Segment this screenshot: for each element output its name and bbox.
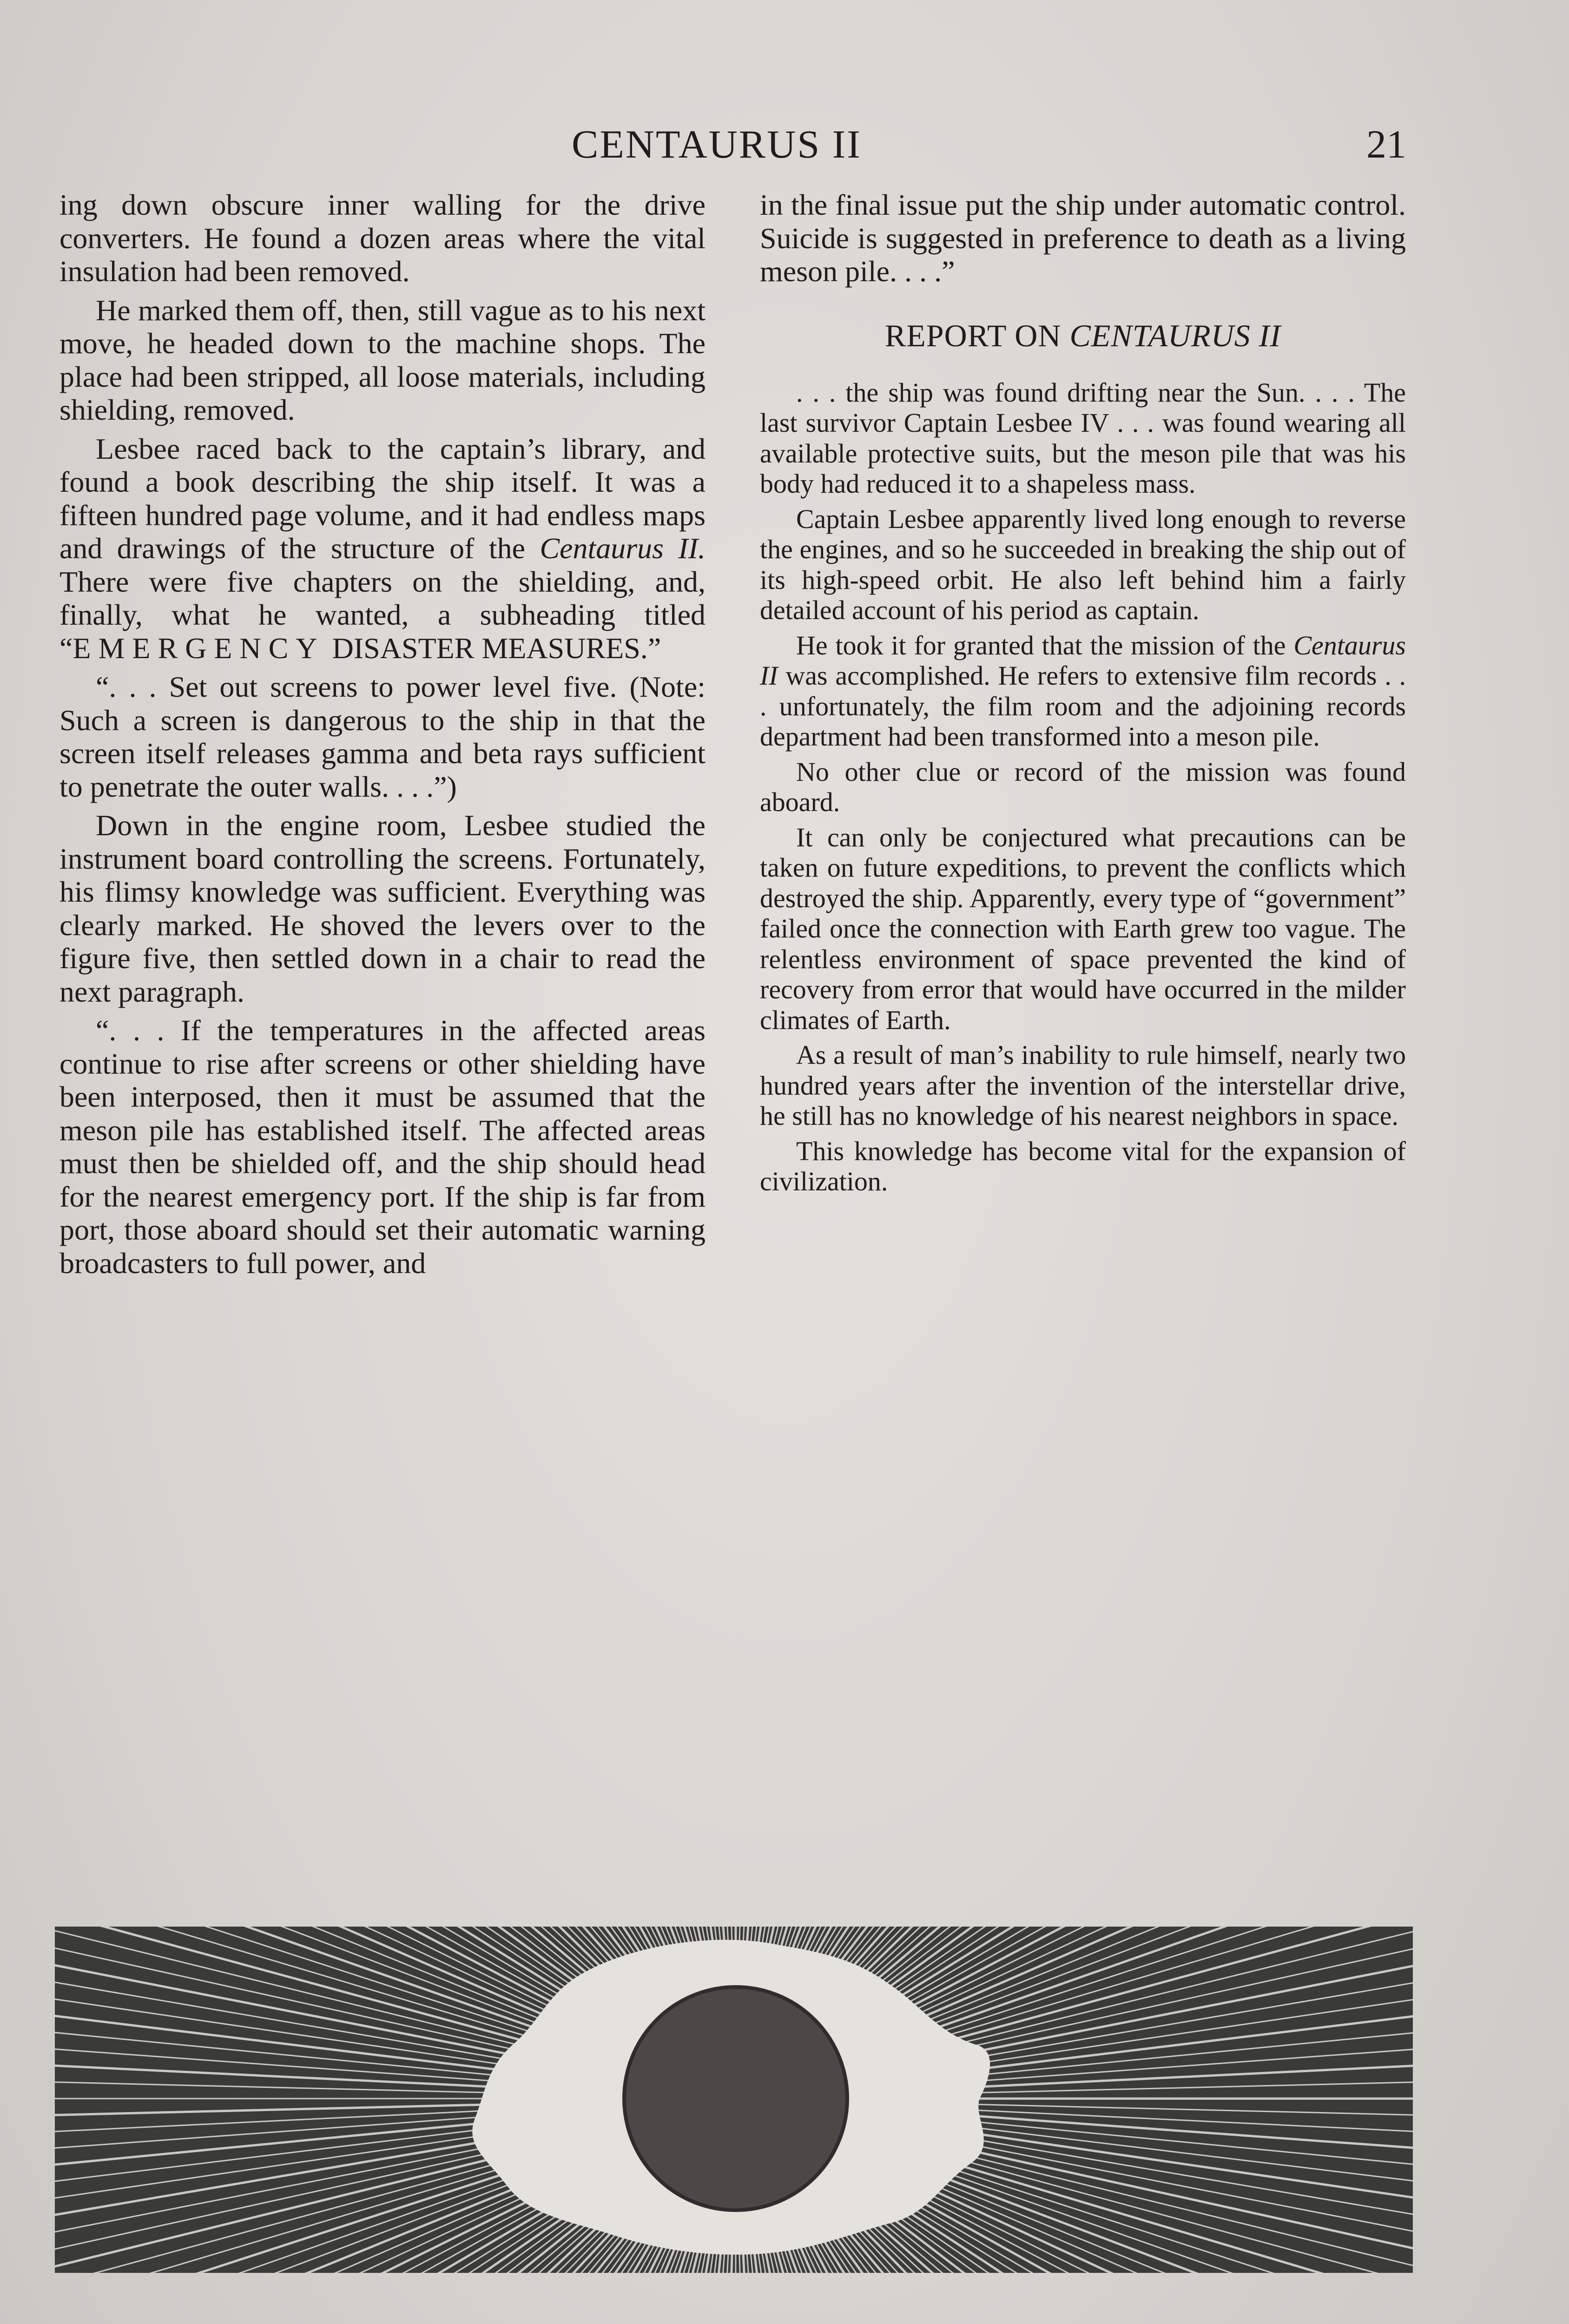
section-heading — [760, 317, 1406, 354]
report-paragraph: As a result of man’s inability to rule himself, nearly two hundred years after the invention of the interstellar drive, he still has no knowledge of his nearest neighbors in space. — [760, 1040, 1406, 1131]
section-heading-ship: CENTAURUS II — [1069, 317, 1281, 353]
paragraph: ing down obscure inner walling for the drive converters. He found a dozen areas where the vital insulation had been removed. — [59, 188, 705, 288]
section-heading-prefix: REPORT ON — [884, 317, 1070, 353]
report-paragraph — [760, 630, 1406, 752]
paragraph: He marked them off, then, still vague as to his next move, he headed down to the machine shops. The place had been stripped, all loose materials, including shielding, removed. — [59, 293, 705, 426]
left-text-column — [59, 188, 705, 1285]
report-paragraph: . . . the ship was found drifting near the Sun. . . . The last survivor Captain Lesbee IV . . . was found wearing all available protective suits, but the meson pile that was his body had reduced it to a shapeless mass. — [760, 377, 1406, 499]
paragraph-text: was accomplished. He refers to extensive film records . . . unfortunately, the film room and the adjoining records department had been transformed into a meson pile. — [760, 660, 1406, 752]
report-paragraph: Captain Lesbee apparently lived long enough to reverse the engines, and so he succeeded in breaking the ship out of its high-speed orbit. He also left behind him a fairly detailed account of his period as captain. — [760, 503, 1406, 625]
emergency-heading-word: EMERGENCY — [73, 631, 325, 665]
report-paragraph: This knowledge has become vital for the expansion of civilization. — [760, 1136, 1406, 1196]
paragraph-text: He took it for granted that the mission of the — [796, 630, 1294, 660]
paragraph — [59, 432, 705, 665]
sun-rays-icon — [55, 1927, 1413, 2273]
paragraph-text: Lesbee raced back to the captain’s library, and found a book describing the ship itself. It was a fifteen hundred page volume, and it had endless maps and drawings of the structure of the — [59, 432, 705, 565]
ship-name: Centaurus II. — [540, 532, 705, 565]
paragraph: “. . . If the temperatures in the affected areas continue to rise after screens or other shielding have been interposed, then it must be assumed that the meson pile has established itself. The affected areas must then be shielded off, and the ship should head for the nearest emergency port. If the ship is far from port, those aboard should set their automatic warning broadcasters to full power, and — [59, 1014, 705, 1280]
right-text-column — [760, 188, 1406, 1202]
disaster-measures: DISASTER MEASURES.” — [332, 631, 661, 665]
paragraph: “. . . Set out screens to power level five. (Note: Such a screen is dangerous to the ship in that the screen itself releases gamma and beta rays sufficient to penetrate the outer walls. . . .”) — [59, 670, 705, 803]
report-paragraph: It can only be conjectured what precautions can be taken on future expeditions, to prevent the conflicts which destroyed the ship. Apparently, every type of “government” failed once the connection with Earth grew too vague. The relentless environment of space prevented the kind of recovery from error that would have occurred in the milder climates of Earth. — [760, 822, 1406, 1035]
running-title: CENTAURUS II — [572, 122, 862, 166]
report-paragraph: No other clue or record of the mission was found aboard. — [760, 756, 1406, 817]
paragraph-text: There were five chapters on the shielding, and, finally, what he wanted, a subheading titled “ — [59, 565, 705, 665]
paragraph: Down in the engine room, Lesbee studied the instrument board controlling the screens. Fortunately, his flimsy knowledge was sufficient. Everything was clearly marked. He shoved the levers over to the figure five, then settled down in a chair to read the next paragraph. — [59, 809, 705, 1008]
paragraph: in the final issue put the ship under automatic control. Suicide is suggested in preference to death as a living meson pile. . . .” — [760, 188, 1406, 288]
running-head — [0, 119, 1569, 170]
page-number: 21 — [1366, 122, 1406, 166]
sun-eclipse-illustration — [55, 1927, 1413, 2273]
ship-name: Centaurus II — [760, 630, 1406, 691]
